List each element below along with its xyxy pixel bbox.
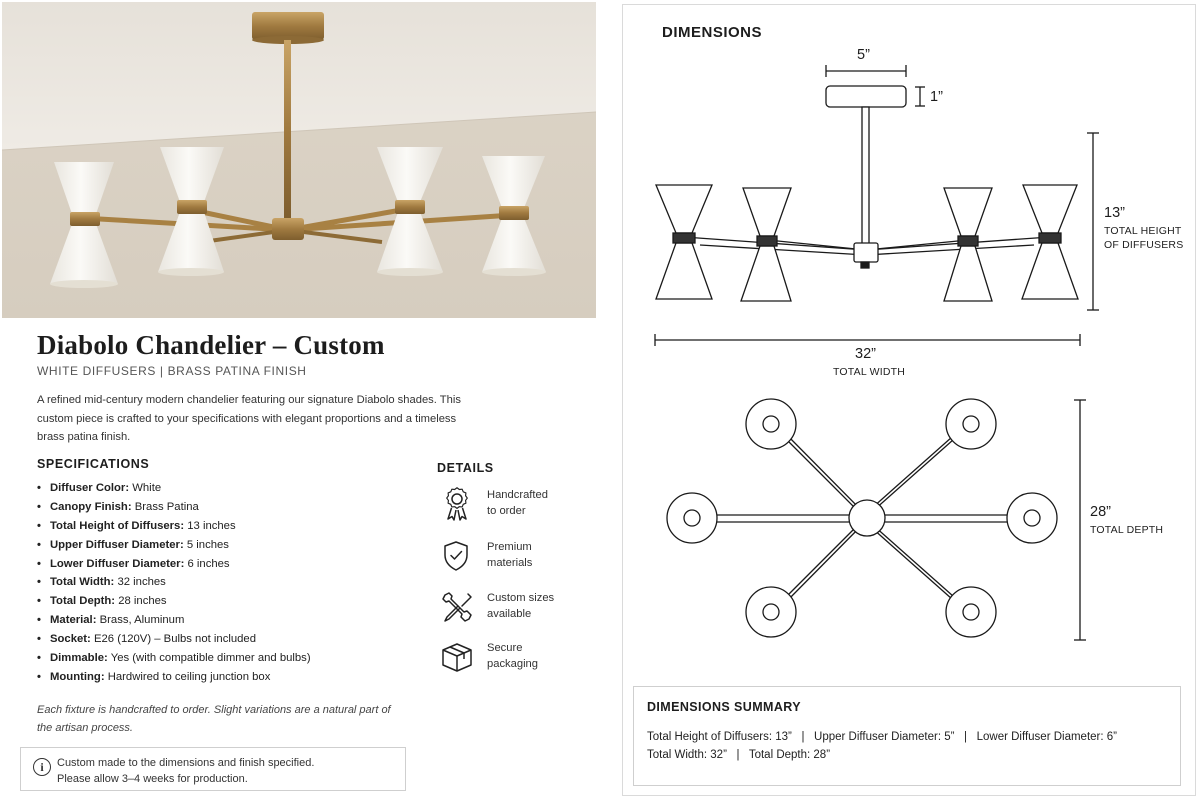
- spec-label: Socket:: [50, 633, 91, 646]
- spec-item: [37, 517, 311, 536]
- bullet: •: [37, 557, 41, 570]
- bullet: •: [37, 614, 41, 627]
- spec-value: Brass, Aluminum: [99, 614, 185, 627]
- bullet: •: [37, 652, 41, 665]
- bullet: •: [37, 500, 41, 513]
- detail-text: [487, 590, 577, 622]
- detail-line: Premium: [487, 541, 532, 553]
- spec-value: E26 (120V) – Bulbs not included: [93, 633, 256, 646]
- bullet: •: [37, 538, 41, 551]
- spec-item: [37, 498, 311, 517]
- bullet: •: [37, 595, 41, 608]
- spec-label: Mounting:: [50, 670, 105, 683]
- plan-view: [667, 399, 1057, 637]
- tools-icon: [440, 590, 474, 624]
- summary-heading: DIMENSIONS SUMMARY: [647, 700, 801, 714]
- spec-item: [37, 611, 311, 630]
- height-caption-line: TOTAL HEIGHT: [1104, 225, 1182, 237]
- detail-line: Custom sizes: [487, 592, 555, 604]
- spec-value: 32 inches: [117, 576, 166, 589]
- spec-item: [37, 573, 311, 592]
- shield-check-icon: [440, 539, 474, 573]
- detail-text: [487, 640, 577, 672]
- spec-item: [37, 630, 311, 649]
- info-line: Custom made to the dimensions and finish specified.: [57, 757, 315, 769]
- spec-value: 13 inches: [187, 519, 236, 532]
- production-info-box: [20, 747, 406, 791]
- specifications-list: [37, 479, 311, 687]
- canopy-shape: [826, 86, 906, 107]
- width-value-label: 32”: [855, 346, 876, 362]
- canopy-diameter-label: 5”: [857, 47, 870, 63]
- spec-label: Dimmable:: [50, 652, 108, 665]
- detail-line: available: [487, 608, 532, 620]
- dimension-diagram: [622, 40, 1196, 680]
- spec-label: Total Width:: [50, 576, 115, 589]
- spec-item: [37, 592, 311, 611]
- product-description: A refined mid-century modern chandelier featuring our signature Diabolo shades. This custom piece is crafted to your specifications with elegant proportions and a timeless brass patina finish.: [37, 394, 461, 443]
- spec-label: Canopy Finish:: [50, 500, 132, 513]
- bullet: •: [37, 576, 41, 589]
- product-photo: [2, 2, 596, 318]
- canopy-height-label: 1”: [930, 89, 943, 105]
- spec-value: Hardwired to ceiling junction box: [107, 670, 271, 683]
- info-line: Please allow 3–4 weeks for production.: [57, 773, 248, 785]
- detail-line: to order: [487, 505, 526, 517]
- product-subtitle: WHITE DIFFUSERS | BRASS PATINA FINISH: [37, 364, 307, 378]
- bullet: •: [37, 519, 41, 532]
- detail-premium-materials: [440, 539, 580, 579]
- chandelier-photo-illustration: [2, 2, 596, 318]
- handcrafted-note: Each fixture is handcrafted to order. Slight variations are a natural part of the artisan process.: [37, 704, 391, 734]
- details-heading: DETAILS: [437, 461, 494, 475]
- dimensions-heading: DIMENSIONS: [662, 24, 763, 41]
- detail-handcrafted: [440, 487, 580, 527]
- spec-value: 6 inches: [187, 557, 230, 570]
- award-ribbon-icon: [440, 487, 474, 521]
- detail-line: packaging: [487, 658, 539, 670]
- product-title: Diabolo Chandelier – Custom: [37, 330, 385, 360]
- package-box-icon: [440, 640, 474, 674]
- specifications-heading: SPECIFICATIONS: [37, 457, 150, 471]
- spec-label: Material:: [50, 614, 97, 627]
- spec-value: 28 inches: [118, 595, 167, 608]
- bullet: •: [37, 633, 41, 646]
- width-caption: TOTAL WIDTH: [833, 366, 906, 378]
- detail-line: Handcrafted: [487, 489, 548, 501]
- spec-label: Diffuser Color:: [50, 482, 130, 494]
- spec-item: [37, 668, 311, 687]
- detail-text: [487, 539, 577, 571]
- info-icon: i: [33, 758, 51, 776]
- spec-value: Yes (with compatible dimmer and bulbs): [110, 652, 311, 665]
- summary-line-2: Total Width: 32” | Total Depth: 28”: [647, 749, 831, 761]
- detail-secure-packaging: [440, 640, 580, 680]
- spec-label: Total Depth:: [50, 595, 116, 608]
- depth-caption: TOTAL DEPTH: [1090, 524, 1164, 536]
- dimensions-summary-box: [633, 686, 1181, 786]
- spec-value: White: [132, 482, 162, 494]
- detail-text: [487, 487, 577, 519]
- spec-label: Total Height of Diffusers:: [50, 519, 185, 532]
- spec-item: [37, 479, 311, 498]
- detail-line: materials: [487, 557, 533, 569]
- spec-value: 5 inches: [186, 538, 229, 551]
- depth-value-label: 28”: [1090, 504, 1111, 520]
- height-value-label: 13”: [1104, 205, 1125, 221]
- height-caption: [1104, 224, 1183, 252]
- summary-line-1: Total Height of Diffusers: 13” | Upper Diffuser Diameter: 5” | Lower Diffuser Diameter: 6”: [647, 731, 1117, 743]
- detail-line: Secure: [487, 642, 523, 654]
- spec-label: Lower Diffuser Diameter:: [50, 557, 185, 570]
- height-caption-line: OF DIFFUSERS: [1104, 239, 1184, 251]
- spec-item: [37, 649, 311, 668]
- detail-custom-sizes: [440, 590, 580, 630]
- info-text: [57, 755, 314, 787]
- spec-item: [37, 555, 311, 574]
- bullet: •: [37, 482, 41, 494]
- spec-label: Upper Diffuser Diameter:: [50, 538, 184, 551]
- spec-value: Brass Patina: [134, 500, 199, 513]
- spec-item: [37, 536, 311, 555]
- bullet: •: [37, 670, 41, 683]
